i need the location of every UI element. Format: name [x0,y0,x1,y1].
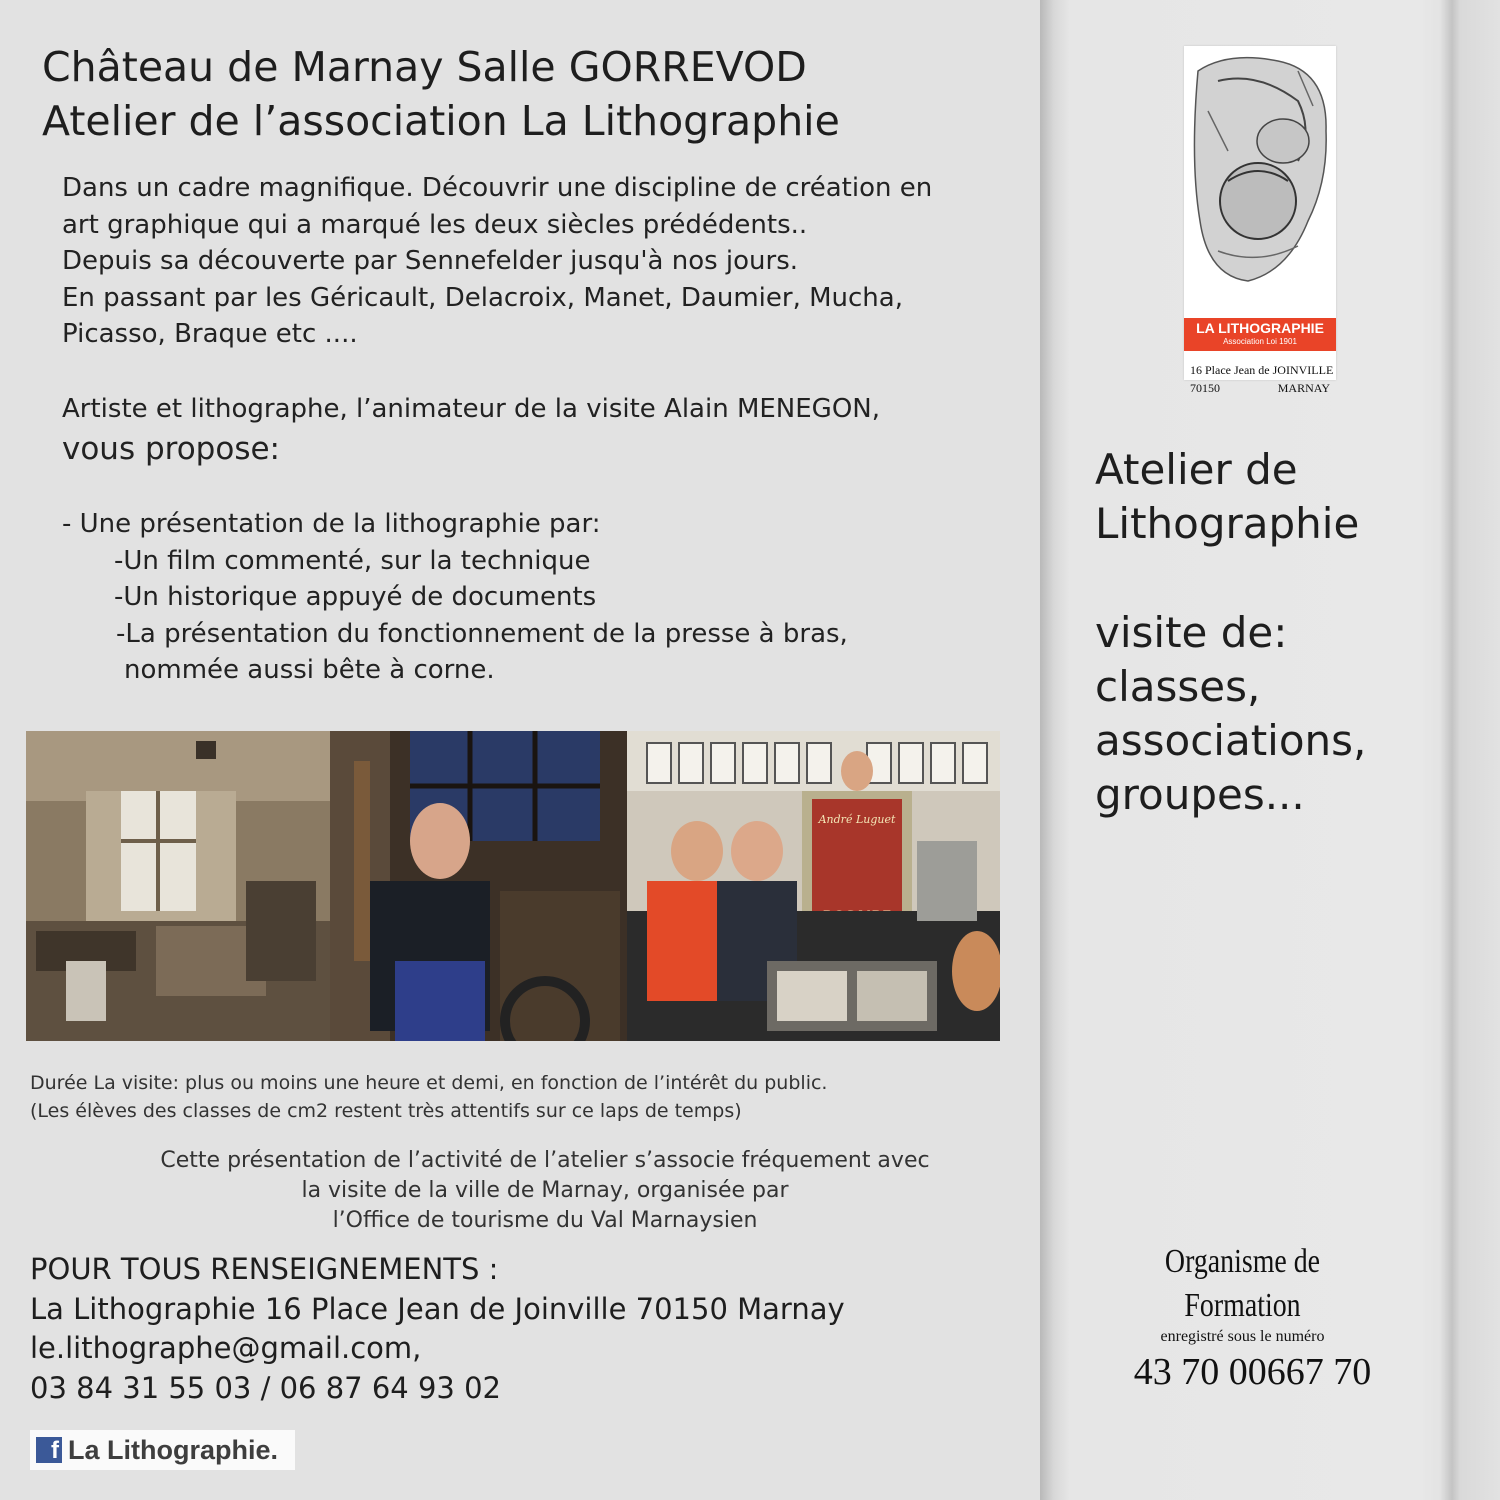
contact-heading: POUR TOUS RENSEIGNEMENTS : [30,1252,499,1286]
association-note [0,1146,1090,1236]
program-item: -Un film commenté, sur la technique [114,545,591,576]
facebook-label: La Lithographie. [68,1434,279,1465]
sidebar-heading [1095,443,1359,551]
association-line: Cette présentation de l’activité de l’atelier s’associe fréquement avec [160,1148,930,1173]
duration-line: (Les élèves des classes de cm2 restent très attentifs sur ce laps de temps) [30,1100,742,1122]
facebook-link[interactable] [30,1430,295,1470]
program-item: -Un historique appuyé de documents [114,582,597,612]
intro-line: Picasso, Braque etc .... [62,319,358,349]
title-line-1: Château de Marnay Salle GORREVOD [42,43,807,91]
logo-postcode: 70150 [1190,381,1220,395]
training-number: 43 70 00667 70 [1133,1351,1372,1393]
page-title [42,40,840,148]
contact-address: La Lithographie 16 Place Jean de Joinville 70150 Marnay [30,1291,845,1326]
artist-paragraph [62,391,880,470]
lithograph-sketch-image [1188,51,1332,316]
program-item: -La présentation du fonctionnement de la presse à bras, [116,618,848,649]
contact-email[interactable]: le.lithographe@gmail.com, [30,1331,422,1365]
program-item: nommée aussi bête à corne. [124,655,495,685]
intro-line: Dans un cadre magnifique. Découvrir une discipline de création en [62,173,933,203]
title-line-2: Atelier de l’association La Lithographie [42,97,840,145]
association-line: la visite de la ville de Marnay, organisée par [301,1178,789,1203]
group-visit-photo [627,731,1000,1041]
audience-item: groupes... [1095,770,1305,819]
sidebar-visit-list [1095,606,1366,822]
visit-label: visite de: [1095,608,1288,657]
training-registration [1080,1240,1405,1396]
contact-block [30,1250,845,1408]
program-list [62,506,848,689]
duration-note [30,1069,827,1125]
logo-name: LA LITHOGRAPHIE [1196,320,1324,336]
intro-line: Depuis sa découverte par Sennefelder jusqu'à nos jours. [62,246,799,276]
program-intro: - Une présentation de la lithographie par: [62,509,601,539]
press-operator-photo [330,731,627,1041]
logo-subtitle: Association Loi 1901 [1223,337,1297,346]
artist-line: vous propose: [62,430,280,467]
artist-line: Artiste et lithographe, l’animateur de la visite Alain MENEGON, [62,394,881,424]
logo-address [1190,361,1334,397]
audience-item: classes, [1095,662,1261,711]
workshop-room-photo [26,731,330,1041]
training-title: Organisme de Formation [1164,1243,1321,1324]
sidebar-heading-line: Lithographie [1095,499,1360,548]
audience-item: associations, [1095,716,1367,765]
logo-band [1184,318,1336,351]
association-logo [1184,46,1336,395]
duration-line: Durée La visite: plus ou moins une heure et demi, en fonction de l’intérêt du public. [30,1072,828,1094]
intro-line: En passant par les Géricault, Delacroix, Manet, Daumier, Mucha, [62,282,903,313]
logo-town: MARNAY [1277,381,1330,395]
association-line: l’Office de tourisme du Val Marnaysien [332,1208,758,1233]
intro-line: art graphique qui a marqué les deux siècles prédédents.. [62,209,808,240]
contact-phones: 03 84 31 55 03 / 06 87 64 93 02 [30,1370,501,1405]
poster-title: André Luguet [818,813,896,826]
intro-paragraph [62,170,932,353]
logo-address-line: 16 Place Jean de JOINVILLE [1190,363,1334,377]
training-subtitle: enregistré sous le numéro [1160,1328,1325,1345]
sidebar-heading-line: Atelier de [1095,445,1298,494]
facebook-icon: f [36,1437,62,1463]
photo-strip [26,731,1000,1041]
